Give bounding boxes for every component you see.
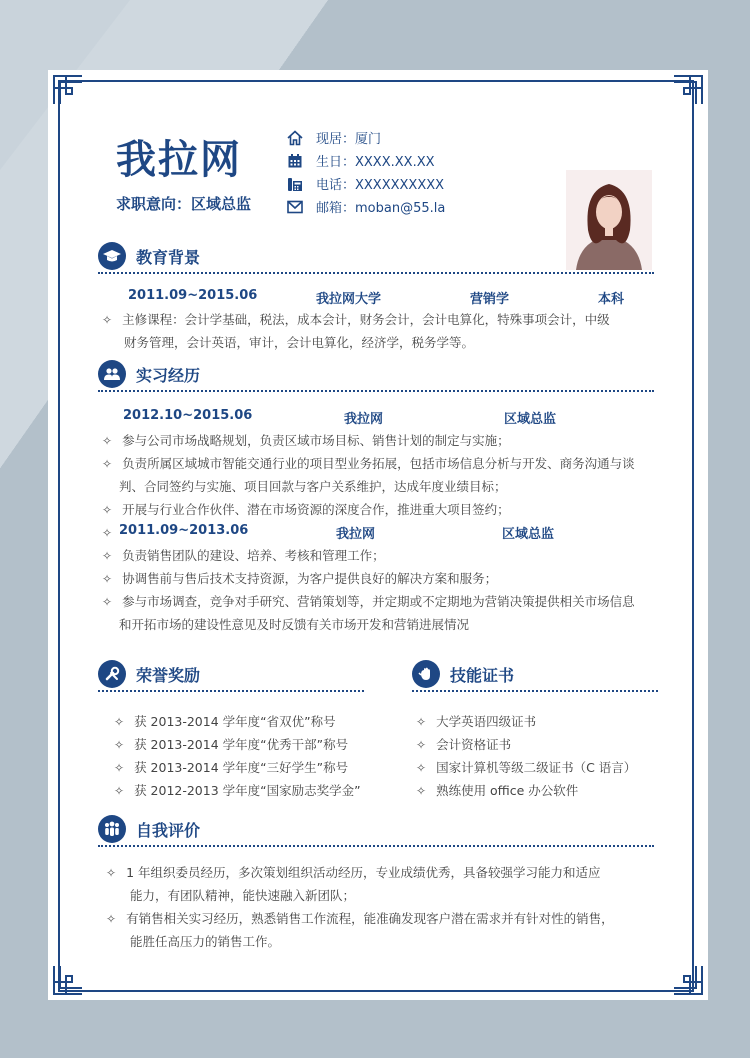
honors-title: 荣誉奖励	[136, 665, 201, 685]
location-text: 现居：厦门	[316, 132, 382, 147]
bullet-icon: ✧	[102, 549, 113, 563]
job1-line-2: ✧ 负责所属区域城市智能交通行业的项目型业务拓展，包括市场信息分析与开发、商务沟通与谈	[102, 456, 635, 471]
education-degree: 本科	[598, 292, 625, 307]
skills-title: 技能证书	[450, 665, 515, 685]
honor-item-3: ✧ 获 2013-2014 学年度“三好学生”称号	[114, 760, 349, 775]
job1-company: 我拉网	[344, 412, 384, 427]
calendar-icon	[284, 152, 306, 170]
education-period: 2011.09~2015.06	[128, 288, 258, 303]
contact-birthday	[284, 149, 445, 172]
contact-location	[284, 126, 445, 149]
job1-line-1: ✧ 参与公司市场战略规划，负责区域市场目标、销售计划的制定与实施；	[102, 433, 510, 448]
bullet-icon: ✧	[106, 866, 117, 880]
skills-divider	[412, 690, 658, 692]
job1-position: 区域总监	[504, 412, 557, 427]
self-line-3: ✧ 有销售相关实习经历，熟悉销售工作流程，能准确发现客户潜在需求并有针对性的销售，	[106, 911, 614, 926]
contact-email	[284, 195, 445, 218]
job2-line-2: ✧ 协调售前与售后技术支持资源，为客户提供良好的解决方案和服务；	[102, 571, 498, 586]
bullet-icon: ✧	[114, 715, 125, 729]
people-icon	[98, 360, 126, 388]
internship-divider	[98, 390, 654, 392]
education-title: 教育背景	[136, 247, 201, 267]
job2-company: 我拉网	[336, 527, 376, 542]
job1-period: 2012.10~2015.06	[123, 408, 253, 423]
education-line-1: ✧ 主修课程：会计学基础，税法，成本会计，财务会计，会计电算化，特殊事项会计，中级	[102, 312, 610, 327]
education-school: 我拉网大学	[316, 292, 382, 307]
self-line-1: ✧ 1 年组织委员经历，多次策划组织活动经历，专业成绩优秀，具备较强学习能力和适应	[106, 865, 601, 880]
self-line-4: 能胜任高压力的销售工作。	[130, 934, 281, 949]
contact-info	[284, 126, 445, 218]
honor-item-4: ✧ 获 2012-2013 学年度“国家励志奖学金”	[114, 783, 361, 798]
skill-item-1: ✧ 大学英语四级证书	[416, 714, 537, 729]
corner-ornament-top-left	[52, 74, 84, 106]
contact-phone	[284, 172, 445, 195]
education-line-2: 财务管理，会计英语，审计，会计电算化，经济学，税务学等。	[124, 335, 475, 350]
skill-item-2: ✧ 会计资格证书	[416, 737, 512, 752]
job1-line-3: 判、合同签约与实施、项目回款与客户关系维护，达成年度业绩目标；	[119, 479, 507, 494]
education-divider	[98, 272, 654, 274]
job2-line-3: ✧ 参与市场调查，竞争对手研究、营销策划等，并定期或不定期地为营销决策提供相关市场信息	[102, 594, 635, 609]
bullet-icon: ✧	[416, 784, 427, 798]
job2-line-1: ✧ 负责销售团队的建设、培养、考核和管理工作；	[102, 548, 385, 563]
corner-ornament-bottom-left	[52, 964, 84, 996]
honors-divider	[98, 690, 364, 692]
phone-text: 电话：XXXXXXXXXX	[316, 178, 445, 193]
bullet-icon: ✧	[416, 761, 427, 775]
section-education	[98, 242, 200, 270]
candidate-name: 我拉网	[116, 137, 242, 183]
section-internship	[98, 360, 200, 388]
team-icon	[98, 815, 126, 843]
bullet-icon: ✧	[416, 715, 427, 729]
bullet-icon: ✧	[114, 761, 125, 775]
bullet-icon: ✧	[102, 503, 113, 517]
section-skills	[412, 660, 514, 688]
honor-item-1: ✧ 获 2013-2014 学年度“省双优”称号	[114, 714, 336, 729]
bullet-icon: ✧	[102, 595, 113, 609]
wrench-icon	[98, 660, 126, 688]
education-major: 营销学	[470, 292, 510, 307]
profile-photo	[566, 170, 652, 270]
job2-position: 区域总监	[502, 527, 555, 542]
bullet-icon: ✧	[102, 526, 113, 540]
job1-line-4: ✧ 开展与行业合作伙伴、潜在市场资源的深度合作，推进重大项目签约；	[102, 502, 510, 517]
self-line-2: 能力，有团队精神，能快速融入新团队；	[130, 888, 356, 903]
bullet-icon: ✧	[102, 457, 113, 471]
bullet-icon: ✧	[106, 912, 117, 926]
internship-title: 实习经历	[136, 365, 201, 385]
bullet-icon: ✧	[102, 313, 113, 327]
bullet-icon: ✧	[114, 784, 125, 798]
self-evaluation-title: 自我评价	[136, 820, 201, 840]
skill-item-3: ✧ 国家计算机等级二级证书（C 语言）	[416, 760, 637, 775]
hand-icon	[412, 660, 440, 688]
skill-item-4: ✧ 熟练使用 office 办公软件	[416, 783, 579, 798]
self-evaluation-divider	[98, 845, 654, 847]
graduation-cap-icon	[98, 242, 126, 270]
corner-ornament-bottom-right	[672, 964, 704, 996]
section-self-evaluation	[98, 815, 200, 843]
bullet-icon: ✧	[102, 572, 113, 586]
bullet-icon: ✧	[416, 738, 427, 752]
honor-item-2: ✧ 获 2013-2014 学年度“优秀干部”称号	[114, 737, 349, 752]
phone-icon	[284, 175, 306, 193]
job-objective: 求职意向：区域总监	[116, 195, 252, 213]
job2-line-4: 和开拓市场的建设性意见及时反馈有关市场开发和营销进展情况	[119, 617, 470, 632]
email-text: 邮箱：moban@55.la	[316, 201, 446, 216]
mail-icon	[284, 198, 306, 216]
resume-page	[48, 70, 708, 1000]
corner-ornament-top-right	[672, 74, 704, 106]
job2-period: 2011.09~2013.06	[119, 523, 249, 538]
birthday-text: 生日：XXXX.XX.XX	[316, 155, 435, 170]
bullet-icon: ✧	[114, 738, 125, 752]
bullet-icon: ✧	[102, 434, 113, 448]
home-icon	[284, 129, 306, 147]
section-honors	[98, 660, 200, 688]
